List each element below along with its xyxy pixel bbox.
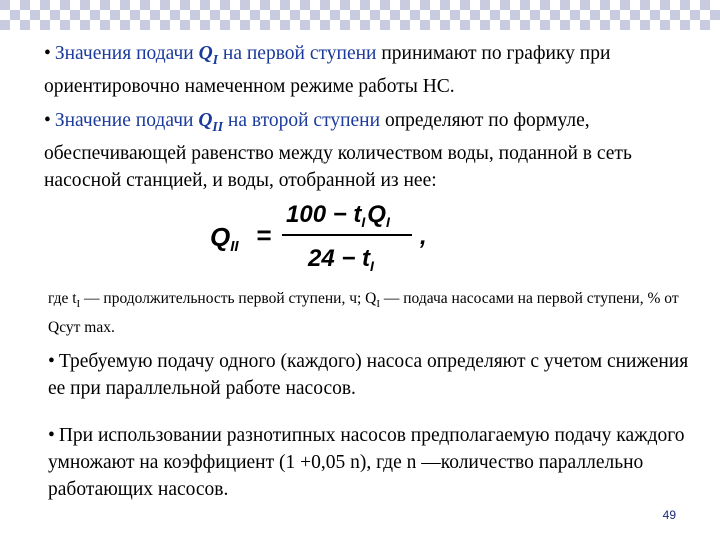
formula-denominator: $24 - t_I$ [308,245,374,274]
formula-comma: , [420,223,427,250]
formula-lhs: QII [210,222,239,255]
bullet-q2 [44,107,704,194]
bullet-q1-blue-text: Значения подачи [54,43,199,64]
decorative-squares [0,0,720,40]
bullet-q1-text: принимают по графику при ориентировочно намеченном режиме работы НС. [44,43,611,97]
bullet-required-flow [48,348,708,402]
bullet-q1 [44,40,704,100]
bullet-mark: • [44,43,51,64]
bullet-q1-blue-rest: на первой ступени [218,43,377,64]
bullet-mark: • [48,425,55,446]
bullet-q2-text: определяют по формуле, обеспечивающей равенство между количеством воды, поданной в сеть насосной станцией, и воды, отобранной из нее: [44,110,632,191]
bullet-different-pumps-text: При использовании разнотипных насосов предполагаемую подачу каждого умножают на коэффициент (1 +0,05 n), где n —количество параллельно работающих насосов. [48,425,685,500]
formula-equals: = [256,220,272,250]
page-number: 49 [662,508,676,522]
bullet-mark: • [44,110,51,131]
bullet-q2-blue-rest: на второй ступени [223,110,381,131]
formula-numerator: $100 - t_IQ_I$ [286,201,390,230]
symbol-q1: $Q_I$ [198,43,219,67]
symbol-q2: $Q_{II}$ [198,110,224,134]
formula-legend: где $t_I$ — продолжительность первой ступени, ч; $Q_I$ — подача насосами на первой ступени, % от Qсут max. [48,290,679,337]
bullet-required-flow-text: Требуемую подачу одного (каждого) насоса определяют с учетом снижения ее при параллельной работе насосов. [48,351,689,399]
bullet-different-pumps [48,422,708,503]
formula-q2 [210,200,450,275]
bullet-mark: • [48,351,55,372]
bullet-q2-blue-text: Значение подачи [54,110,199,131]
